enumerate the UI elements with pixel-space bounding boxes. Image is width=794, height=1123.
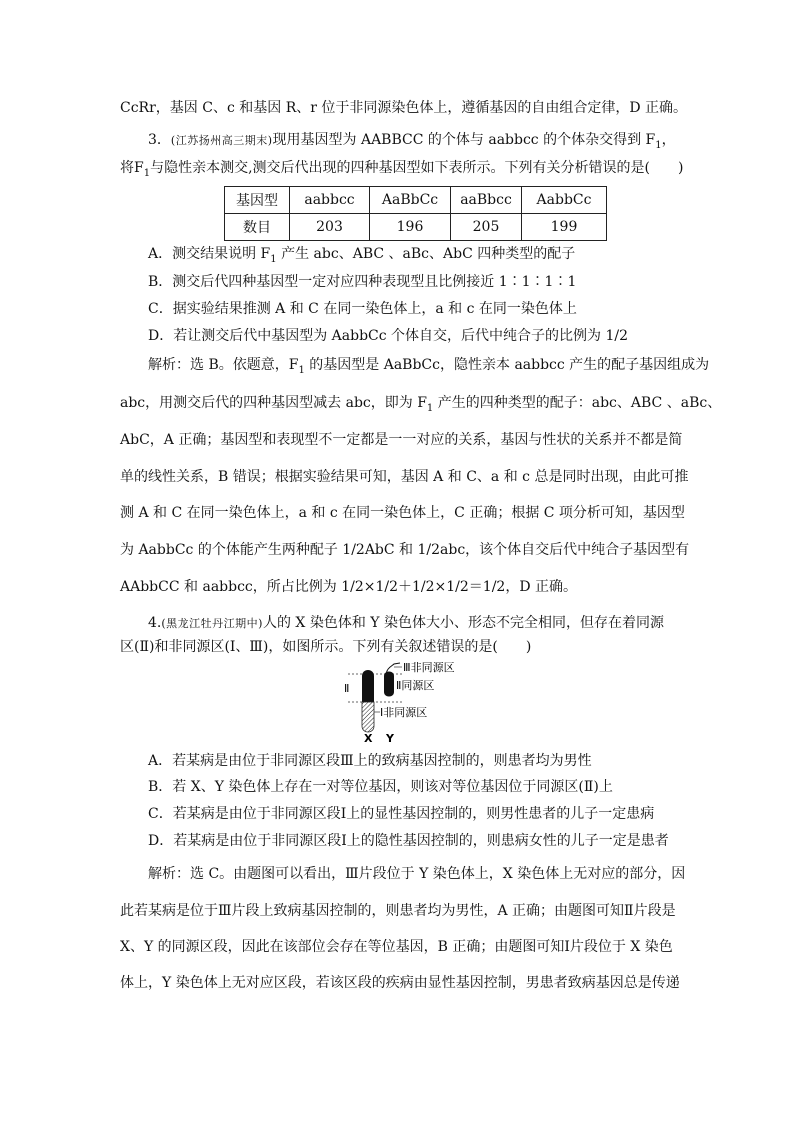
table-cell: 数目: [225, 214, 290, 241]
q3-analysis-line: AbC，A 正确；基因型和表现型不一定都是一一对应的关系，基因与性状的关系并不都是简: [120, 432, 683, 448]
chromosome-figure: [340, 662, 490, 744]
q4-stem-line1: 4.(黑龙江牡丹江期中)人的 X 染色体和 Y 染色体大小、形态不完全相同，但存在着同源: [148, 615, 664, 631]
q3-analysis-line: 单的线性关系，B 错误；根据实验结果可知，基因 A 和 C、a 和 c 总是同时出现，由此可推: [120, 469, 689, 485]
q3-analysis-line: AAbbCC 和 aabbcc，所占比例为 1/2×1/2＋1/2×1/2＝1/2，D 正确。: [120, 579, 578, 595]
q4-source: (黑龙江牡丹江期中): [161, 617, 263, 630]
table-cell: aabbcc: [290, 187, 370, 214]
label-x-chromosome: X: [364, 732, 373, 744]
q4-option-c: C．若某病是由位于非同源区段Ⅰ上的显性基因控制的，则男性患者的儿子一定患病: [148, 806, 655, 822]
table-cell: 基因型: [225, 187, 290, 214]
table-cell: aaBbcc: [451, 187, 522, 214]
table-cell: AabbCc: [522, 187, 607, 214]
table-header-row: [225, 187, 607, 214]
q4-number: 4.: [148, 615, 162, 631]
table-cell: 199: [522, 214, 607, 241]
q3-analysis-line: abc，用测交后代的四种基因型减去 abc，即为 $F_1$ 产生的四种类型的配子：abc、ABC 、aBc、: [120, 395, 722, 414]
paragraph-line: CcRr，基因 C、c 和基因 R、r 位于非同源染色体上，遵循基因的自由组合定律，D 正确。: [120, 100, 688, 116]
q4-analysis-line: X、Y 的同源区段，因此在该部位会存在等位基因，B 正确；由题图可知Ⅰ片段位于 X 染色: [120, 939, 673, 955]
table-cell: 203: [290, 214, 370, 241]
q3-analysis-line: 测 A 和 C 在同一染色体上，a 和 c 在同一染色体上，C 正确；根据 C 项分析可知，基因型: [120, 505, 685, 521]
q3-number: 3．: [148, 132, 171, 148]
x-chromosome-nonhomologous-region: [362, 702, 374, 732]
q3-stem-line2: 将$F_1$与隐性亲本测交,测交后代出现的四种基因型如下表所示。下列有关分析错误的是( ): [120, 160, 684, 179]
q4-option-b: B．若 X、Y 染色体上存在一对等位基因，则该对等位基因位于同源区(Ⅱ)上: [148, 779, 613, 795]
q3-option-d: D．若让测交后代中基因型为 AabbCc 个体自交，后代中纯合子的比例为 1/2: [148, 328, 629, 344]
table-row: [225, 214, 607, 241]
q4-analysis-line: 此若某病是位于Ⅲ片段上致病基因控制的，则患者均为男性，A 正确；由题图可知Ⅱ片段是: [120, 903, 676, 919]
q3-option-a: A．测交结果说明 $F_1$ 产生 abc、ABC 、aBc、AbC 四种类型的配子: [148, 246, 576, 265]
q3-stem-line1: 3．(江苏扬州高三期末)现用基因型为 AABBCC 的个体与 aabbcc 的个体杂交得到 $F_1$，: [148, 132, 676, 151]
q4-option-a: A．若某病是由位于非同源区段Ⅲ上的致病基因控制的，则患者均为男性: [148, 753, 592, 769]
y-chromosome-homologous-region: [384, 672, 394, 697]
q3-option-c: C．据实验结果推测 A 和 C 在同一染色体上，a 和 c 在同一染色体上: [148, 301, 577, 317]
label-region-III: Ⅲ非同源区: [403, 662, 455, 674]
q4-option-d: D．若某病是由位于非同源区段Ⅰ上的隐性基因控制的，则患病女性的儿子一定是患者: [148, 833, 669, 849]
q3-analysis-line: 为 AabbCc 的个体能产生两种配子 1/2AbC 和 1/2abc，该个体自交后代中纯合子基因型有: [120, 542, 690, 558]
genotype-table: [224, 186, 607, 241]
q3-option-b: B．测交后代四种基因型一定对应四种表现型且比例接近 1∶1∶1∶1: [148, 274, 577, 290]
q3-analysis-line: 解析：选 B。依题意，$F_1$ 的基因型是 AaBbCc，隐性亲本 aabbcc 产生的配子基因组成为: [148, 357, 710, 376]
table-cell: 196: [370, 214, 451, 241]
q4-stem-line2: 区(Ⅱ)和非同源区(Ⅰ、Ⅲ)，如图所示。下列有关叙述错误的是( ): [120, 639, 532, 655]
table-cell: AaBbCc: [370, 187, 451, 214]
q4-analysis-line: 解析：选 C。由题图可以看出，Ⅲ片段位于 Y 染色体上，X 染色体上无对应的部分，因: [148, 866, 686, 882]
label-region-II: Ⅱ同源区: [396, 679, 435, 692]
x-chromosome-homologous-region: [362, 670, 374, 702]
q3-source: (江苏扬州高三期末): [170, 134, 273, 147]
q4-analysis-line: 体上，Y 染色体上无对应区段，若该区段的疾病由显性基因控制，男患者致病基因总是传递: [120, 975, 680, 991]
label-region-I: Ⅰ非同源区: [380, 706, 428, 719]
label-region-II-left: Ⅱ: [344, 682, 350, 695]
label-y-chromosome: Y: [386, 732, 394, 744]
table-cell: 205: [451, 214, 522, 241]
